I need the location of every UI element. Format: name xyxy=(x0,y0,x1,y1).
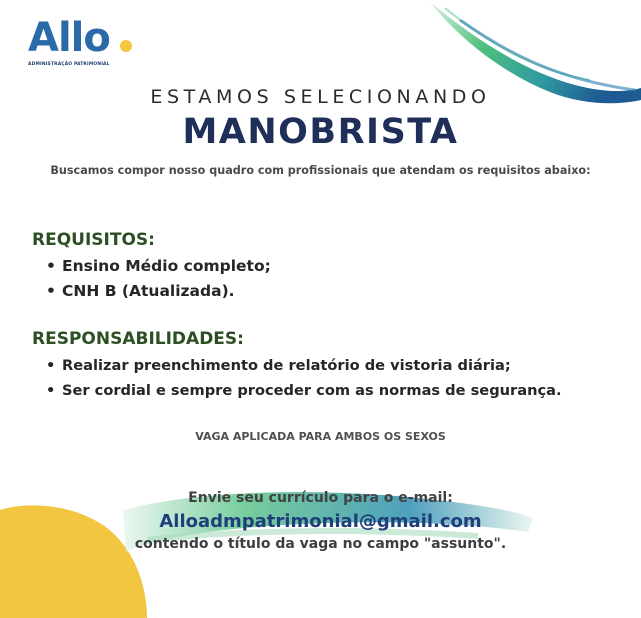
list-item: • Realizar preenchimento de relatório de vistoria diária; xyxy=(46,353,562,378)
logo-subtitle: ADMINISTRAÇÃO PATRIMONIAL xyxy=(28,62,110,67)
intro-text: Buscamos compor nosso quadro com profissionais que atendam os requisitos abaixo: xyxy=(50,164,591,177)
responsabilidades-title: RESPONSABILIDADES: xyxy=(32,329,244,349)
requisitos-list xyxy=(46,254,271,304)
logo-dot-icon xyxy=(120,40,132,52)
logo-wordmark: Allo xyxy=(28,15,110,61)
cta-subject-note: contendo o título da vaga no campo "assunto". xyxy=(134,536,507,552)
note-text: VAGA APLICADA PARA AMBOS OS SEXOS xyxy=(195,430,446,443)
allo-logo xyxy=(28,16,138,72)
list-item: • Ensino Médio completo; xyxy=(46,254,271,279)
responsabilidades-list xyxy=(46,353,562,403)
cta-instruction: Envie seu currículo para o e-mail: xyxy=(188,490,453,506)
job-title: MANOBRISTA xyxy=(182,112,459,152)
kicker-text: ESTAMOS SELECIONANDO xyxy=(150,86,491,108)
list-item: • Ser cordial e sempre proceder com as normas de segurança. xyxy=(46,378,562,403)
contact-email-link[interactable]: Alloadmpatrimonial@gmail.com xyxy=(159,511,482,532)
requisitos-title: REQUISITOS: xyxy=(32,230,155,250)
list-item: • CNH B (Atualizada). xyxy=(46,279,271,304)
